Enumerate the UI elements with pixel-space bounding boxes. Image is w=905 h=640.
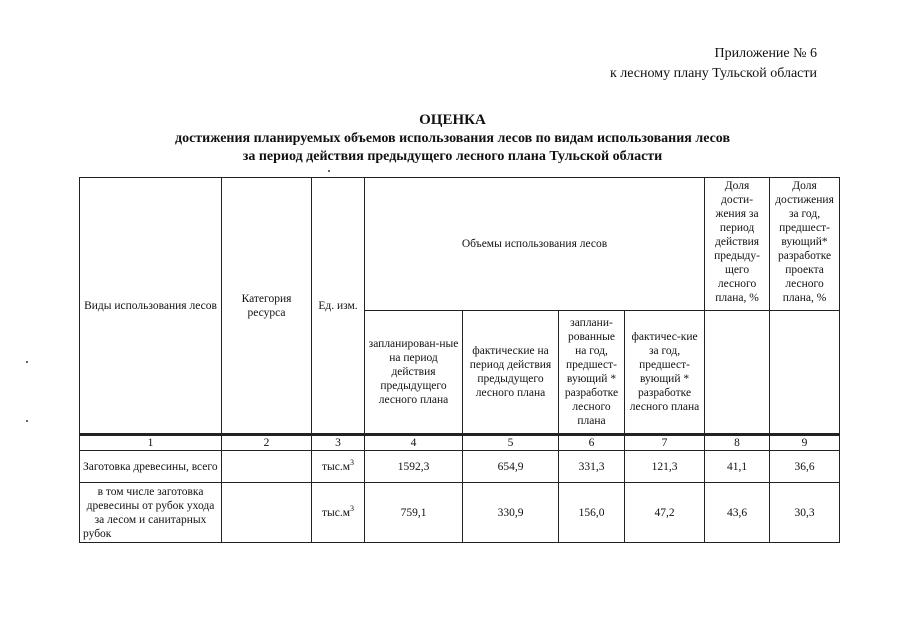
column-number: 5 — [463, 436, 559, 451]
row-category — [222, 451, 312, 483]
row-planned-year: 156,0 — [559, 483, 625, 543]
title-main: ОЦЕНКА — [419, 112, 486, 128]
column-number: 9 — [770, 436, 840, 451]
header-actual-period: фактические на период действия предыдущего лесного плана — [463, 311, 559, 435]
column-number: 8 — [705, 436, 770, 451]
header-share-period-empty — [705, 311, 770, 435]
row-actual-period: 654,9 — [463, 451, 559, 483]
column-number: 3 — [312, 436, 365, 451]
header-usage-type: Виды использования лесов — [80, 178, 222, 435]
column-number: 4 — [365, 436, 463, 451]
column-number: 1 — [80, 436, 222, 451]
row-actual-period: 330,9 — [463, 483, 559, 543]
appendix-number: Приложение № 6 — [714, 46, 817, 61]
title-line-2: достижения планируемых объемов использования лесов по видам использования лесов — [174, 131, 731, 146]
row-usage-type: в том числе заготовка древесины от рубок ухода за лесом и санитарных рубок — [80, 483, 222, 543]
document-title — [0, 110, 905, 166]
row-share-period: 43,6 — [705, 483, 770, 543]
header-unit: Ед. изм. — [312, 178, 365, 435]
row-planned-period: 759,1 — [365, 483, 463, 543]
column-number: 6 — [559, 436, 625, 451]
appendix-note — [610, 44, 817, 84]
column-number-row — [80, 436, 840, 451]
table-row — [80, 451, 840, 483]
row-actual-year: 47,2 — [625, 483, 705, 543]
row-unit: $тыс.м^3$ — [312, 483, 365, 543]
header-share-year-empty — [770, 311, 840, 435]
header-usage-volumes: Объемы использования лесов — [365, 178, 705, 311]
table-row — [80, 483, 840, 543]
row-usage-type: Заготовка древесины, всего — [80, 451, 222, 483]
scan-speck — [26, 420, 28, 422]
row-share-year: 36,6 — [770, 451, 840, 483]
row-share-year: 30,3 — [770, 483, 840, 543]
row-share-period: 41,1 — [705, 451, 770, 483]
header-share-period: Доля дости-жения за период действия предыду-щего лесного плана, % — [705, 178, 770, 311]
header-share-year: Доля достижения за год, предшест-вующий* разработке проекта лесного плана, % — [770, 178, 840, 311]
appendix-subtitle: к лесному плану Тульской области — [609, 66, 817, 81]
header-resource-category: Категория ресурса — [222, 178, 312, 435]
header-planned-year: заплани-рованные на год, предшест-вующий * разработке лесного плана — [559, 311, 625, 435]
assessment-table — [79, 177, 840, 543]
header-actual-year: фактичес-кие за год, предшест-вующий * разработке лесного плана — [625, 311, 705, 435]
column-number: 7 — [625, 436, 705, 451]
row-planned-year: 331,3 — [559, 451, 625, 483]
column-number: 2 — [222, 436, 312, 451]
header-planned-period: запланирован-ные на период действия предыдущего лесного плана — [365, 311, 463, 435]
scan-speck — [328, 170, 330, 172]
row-planned-period: 1592,3 — [365, 451, 463, 483]
row-unit: $тыс.м^3$ — [312, 451, 365, 483]
title-line-3: за период действия предыдущего лесного плана Тульской области — [242, 149, 663, 164]
row-actual-year: 121,3 — [625, 451, 705, 483]
scan-speck — [26, 361, 28, 363]
row-category — [222, 483, 312, 543]
